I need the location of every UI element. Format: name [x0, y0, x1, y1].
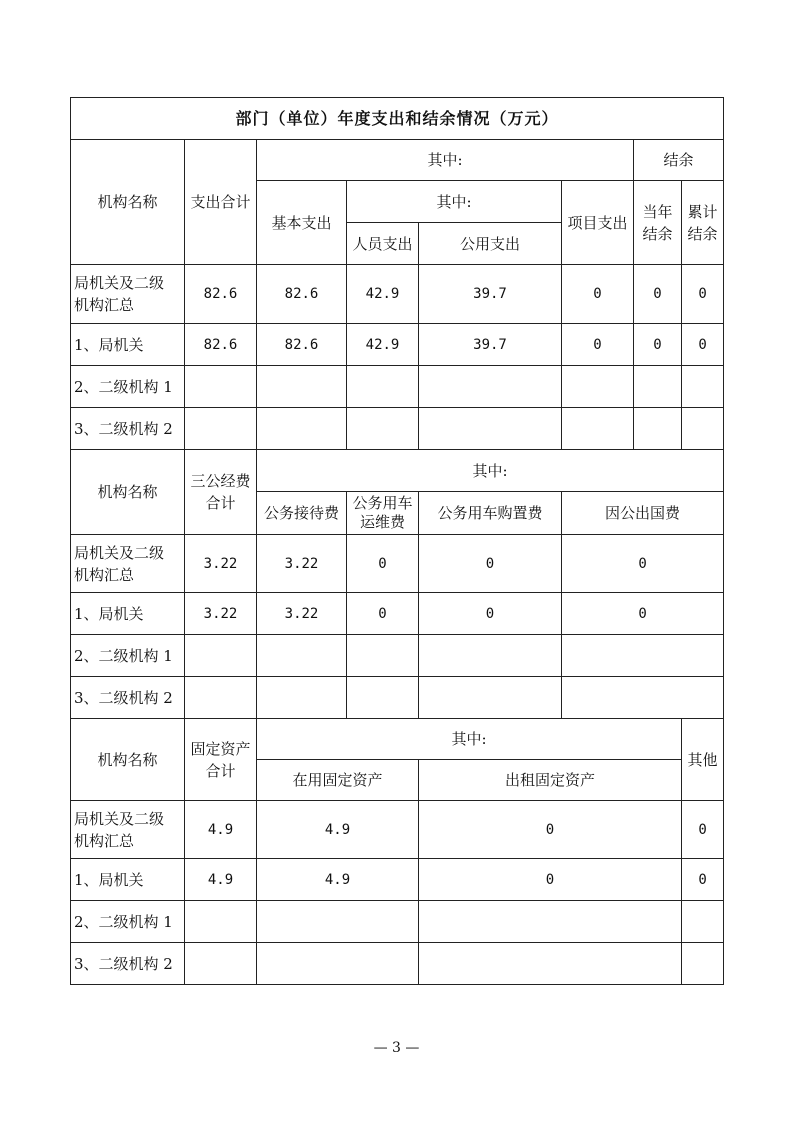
in-use-fixed-assets-value: 4.9 [257, 859, 419, 901]
public-value: 39.7 [419, 265, 562, 324]
table-row [71, 324, 724, 366]
expenditure-table [70, 97, 724, 985]
org-name-header: 机构名称 [71, 450, 185, 535]
org-name: 局机关及二级 机构汇总 [71, 265, 185, 324]
overseas-travel-fee-value: 0 [562, 535, 724, 593]
basic-value [257, 408, 347, 450]
three-public-total-header: 三公经费 合计 [185, 450, 257, 535]
org-name: 3、二级机构 2 [71, 677, 185, 719]
table-row [71, 593, 724, 635]
org-name: 2、二级机构 1 [71, 901, 185, 943]
cumulative-surplus-value: 0 [682, 265, 724, 324]
current-surplus-value [634, 408, 682, 450]
total-value: 82.6 [185, 324, 257, 366]
basic-expenditure-header: 基本支出 [257, 181, 347, 265]
fixed-assets-total-value [185, 901, 257, 943]
reception-fee-header: 公务接待费 [257, 492, 347, 535]
table-row [71, 366, 724, 408]
personnel-expenditure-header: 人员支出 [347, 223, 419, 265]
vehicle-operation-fee-value: 0 [347, 593, 419, 635]
table-row [71, 635, 724, 677]
current-surplus-value [634, 366, 682, 408]
basic-value [257, 366, 347, 408]
vehicle-purchase-fee-value: 0 [419, 593, 562, 635]
other-value [682, 943, 724, 985]
vehicle-purchase-fee-value: 0 [419, 535, 562, 593]
rented-fixed-assets-value [419, 943, 682, 985]
public-expenditure-header: 公用支出 [419, 223, 562, 265]
page-number: — 3 — [373, 1040, 420, 1056]
table-row [71, 859, 724, 901]
project-value [562, 408, 634, 450]
org-name: 局机关及二级 机构汇总 [71, 535, 185, 593]
org-name: 1、局机关 [71, 593, 185, 635]
org-name: 1、局机关 [71, 859, 185, 901]
total-value: 82.6 [185, 265, 257, 324]
other-header: 其他 [682, 719, 724, 801]
cumulative-surplus-value [682, 366, 724, 408]
personnel-value: 42.9 [347, 324, 419, 366]
fixed-assets-total-header: 固定资产 合计 [185, 719, 257, 801]
overseas-travel-fee-header: 因公出国费 [562, 492, 724, 535]
reception-fee-value [257, 635, 347, 677]
table-row [71, 677, 724, 719]
cumulative-surplus-value: 0 [682, 324, 724, 366]
org-name-header: 机构名称 [71, 140, 185, 265]
personnel-value: 42.9 [347, 265, 419, 324]
in-use-fixed-assets-value: 4.9 [257, 801, 419, 859]
table-row [71, 801, 724, 859]
org-name: 2、二级机构 1 [71, 635, 185, 677]
table-title: 部门（单位）年度支出和结余情况（万元） [71, 98, 724, 140]
vehicle-operation-fee-value [347, 635, 419, 677]
vehicle-operation-fee-header: 公务用车 运维费 [347, 492, 419, 535]
rented-fixed-assets-value: 0 [419, 801, 682, 859]
vehicle-purchase-fee-value [419, 635, 562, 677]
overseas-travel-fee-value [562, 635, 724, 677]
reception-fee-value: 3.22 [257, 535, 347, 593]
qizhong-header: 其中: [257, 719, 682, 760]
personnel-value [347, 366, 419, 408]
reception-fee-value [257, 677, 347, 719]
current-surplus-value: 0 [634, 324, 682, 366]
basic-value: 82.6 [257, 265, 347, 324]
fixed-assets-total-value [185, 943, 257, 985]
total-expenditure-header: 支出合计 [185, 140, 257, 265]
org-name: 3、二级机构 2 [71, 408, 185, 450]
total-value [185, 366, 257, 408]
table-row [71, 943, 724, 985]
qizhong-header: 其中: [257, 140, 634, 181]
other-value: 0 [682, 859, 724, 901]
vehicle-purchase-fee-header: 公务用车购置费 [419, 492, 562, 535]
in-use-fixed-assets-value [257, 943, 419, 985]
table-row [71, 901, 724, 943]
current-surplus-value: 0 [634, 265, 682, 324]
other-value: 0 [682, 801, 724, 859]
fixed-assets-total-value: 4.9 [185, 859, 257, 901]
table-row [71, 535, 724, 593]
qizhong-header: 其中: [257, 450, 724, 492]
org-name: 3、二级机构 2 [71, 943, 185, 985]
project-value: 0 [562, 324, 634, 366]
current-surplus-header: 当年 结余 [634, 181, 682, 265]
three-public-total-value [185, 677, 257, 719]
overseas-travel-fee-value [562, 677, 724, 719]
vehicle-operation-fee-value [347, 677, 419, 719]
rented-fixed-assets-value [419, 901, 682, 943]
table-row [71, 265, 724, 324]
table-row [71, 408, 724, 450]
basic-value: 82.6 [257, 324, 347, 366]
public-value: 39.7 [419, 324, 562, 366]
org-name: 1、局机关 [71, 324, 185, 366]
total-value [185, 408, 257, 450]
fixed-assets-total-value: 4.9 [185, 801, 257, 859]
overseas-travel-fee-value: 0 [562, 593, 724, 635]
org-name: 2、二级机构 1 [71, 366, 185, 408]
org-name-header: 机构名称 [71, 719, 185, 801]
public-value [419, 408, 562, 450]
vehicle-operation-fee-value: 0 [347, 535, 419, 593]
in-use-fixed-assets-header: 在用固定资产 [257, 760, 419, 801]
three-public-total-value [185, 635, 257, 677]
rented-fixed-assets-header: 出租固定资产 [419, 760, 682, 801]
three-public-total-value: 3.22 [185, 535, 257, 593]
reception-fee-value: 3.22 [257, 593, 347, 635]
cumulative-surplus-value [682, 408, 724, 450]
project-value [562, 366, 634, 408]
org-name: 局机关及二级 机构汇总 [71, 801, 185, 859]
project-expenditure-header: 项目支出 [562, 181, 634, 265]
cumulative-surplus-header: 累计 结余 [682, 181, 724, 265]
in-use-fixed-assets-value [257, 901, 419, 943]
surplus-header: 结余 [634, 140, 724, 181]
other-value [682, 901, 724, 943]
qizhong-sub-header: 其中: [347, 181, 562, 223]
personnel-value [347, 408, 419, 450]
project-value: 0 [562, 265, 634, 324]
rented-fixed-assets-value: 0 [419, 859, 682, 901]
vehicle-purchase-fee-value [419, 677, 562, 719]
public-value [419, 366, 562, 408]
three-public-total-value: 3.22 [185, 593, 257, 635]
